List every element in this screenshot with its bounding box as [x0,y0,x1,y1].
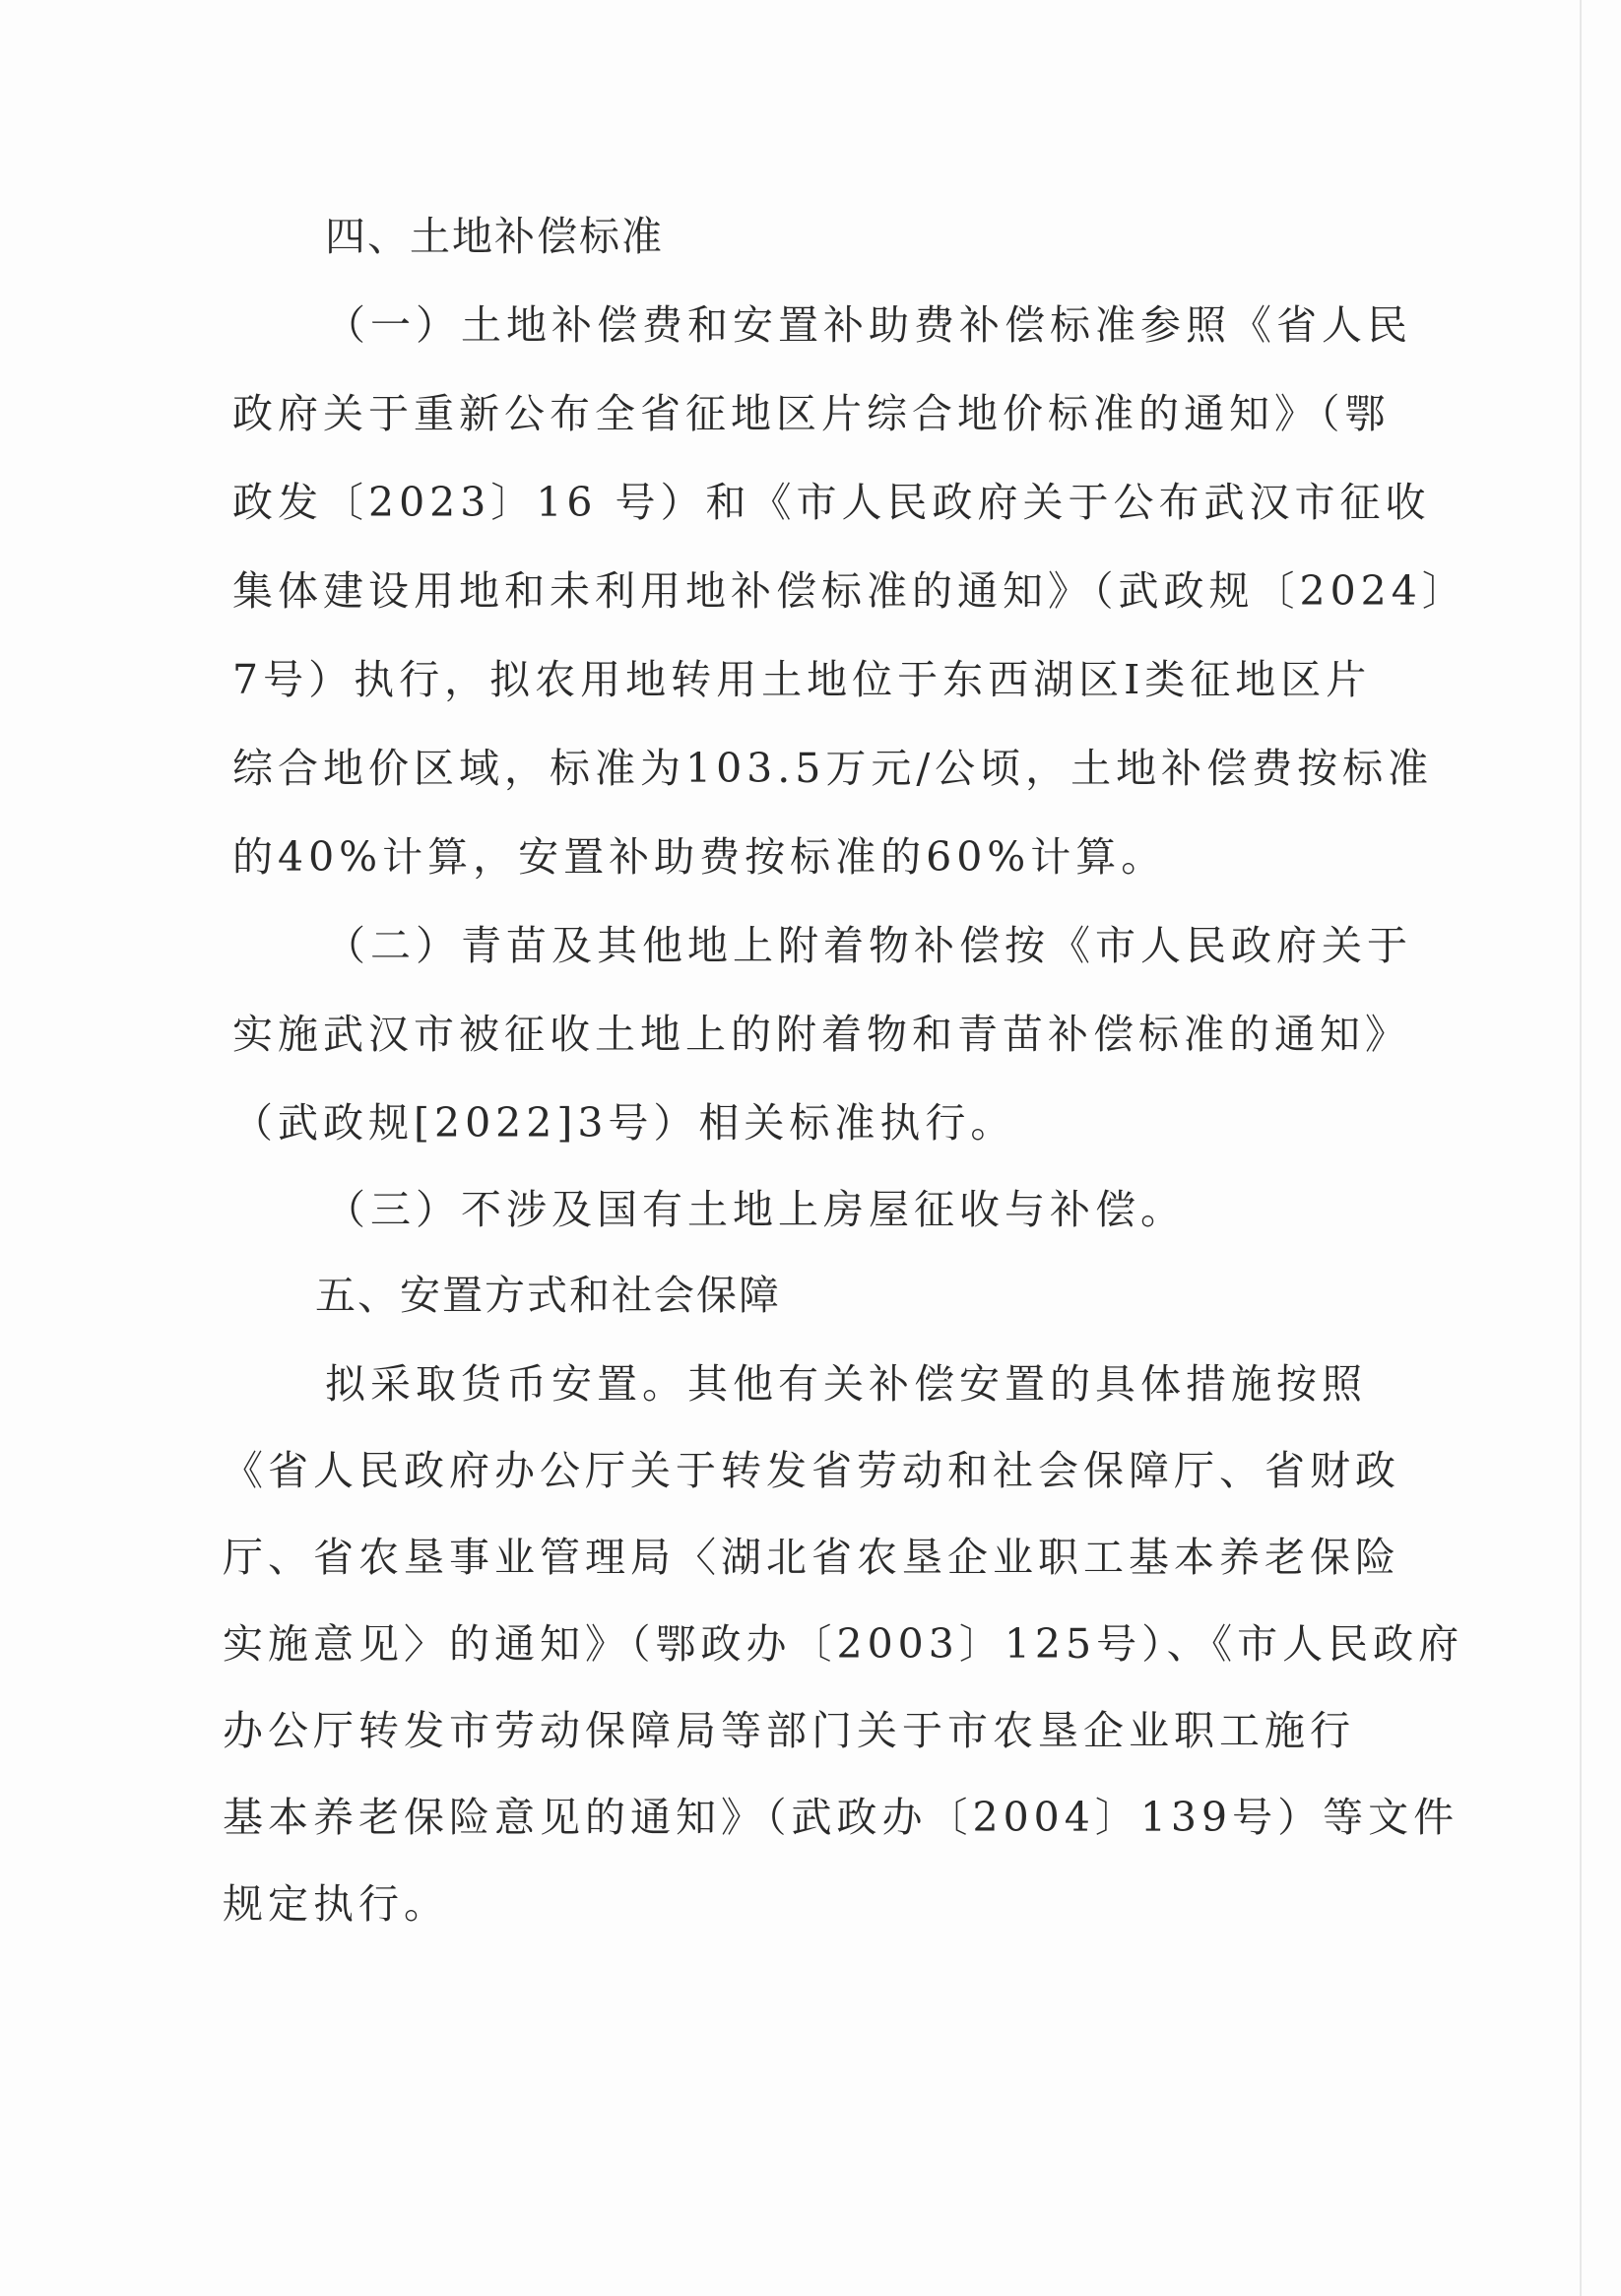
section-heading-5: 五、安置方式和社会保障 [315,1272,781,1319]
paragraph-line: 政发〔2023〕16 号）和《市人民政府关于公布武汉市征收 [232,479,1431,526]
section-heading-4: 四、土地补偿标准 [325,213,664,260]
page-edge-line [1580,0,1582,2296]
paragraph-line: 基本养老保险意见的通知》（武政办〔2004〕139号）等文件 [223,1794,1459,1841]
paragraph-line: 的40%计算，安置补助费按标准的60%计算。 [232,833,1167,881]
paragraph-line: 政府关于重新公布全省征地区片综合地价标准的通知》（鄂 [232,390,1391,437]
paragraph-line: 综合地价区域，标准为103.5万元/公顷，土地补偿费按标准 [232,745,1434,792]
paragraph-line: 拟采取货币安置。其他有关补偿安置的具体措施按照 [325,1360,1367,1408]
paragraph-line: （二）青苗及其他地上附着物补偿按《市人民政府关于 [325,922,1412,969]
paragraph-line: 7号）执行，拟农用地转用土地位于东西湖区Ⅰ类征地区片 [232,656,1372,703]
paragraph-line: 办公厅转发市劳动保障局等部门关于市农垦企业职工施行 [223,1707,1355,1754]
paragraph-line: （武政规[2022]3号）相关标准执行。 [232,1099,1016,1147]
paragraph-line: 《省人民政府办公厅关于转发省劳动和社会保障厅、省财政 [223,1447,1400,1494]
paragraph-line: （一）土地补偿费和安置补助费补偿标准参照《省人民 [325,301,1412,349]
paragraph-line: 集体建设用地和未利用地补偿标准的通知》（武政规〔2024〕 [232,567,1467,615]
paragraph-line: 规定执行。 [223,1880,449,1928]
paragraph-line: 实施武汉市被征收土地上的附着物和青苗补偿标准的通知》 [232,1011,1410,1058]
paragraph-line: 实施意见〉的通知》（鄂政办〔2003〕125号）、《市人民政府 [223,1620,1464,1668]
paragraph-line: 厅、省农垦事业管理局〈湖北省农垦企业职工基本养老保险 [223,1534,1400,1581]
paragraph-line: （三）不涉及国有土地上房屋征收与补偿。 [325,1186,1186,1233]
